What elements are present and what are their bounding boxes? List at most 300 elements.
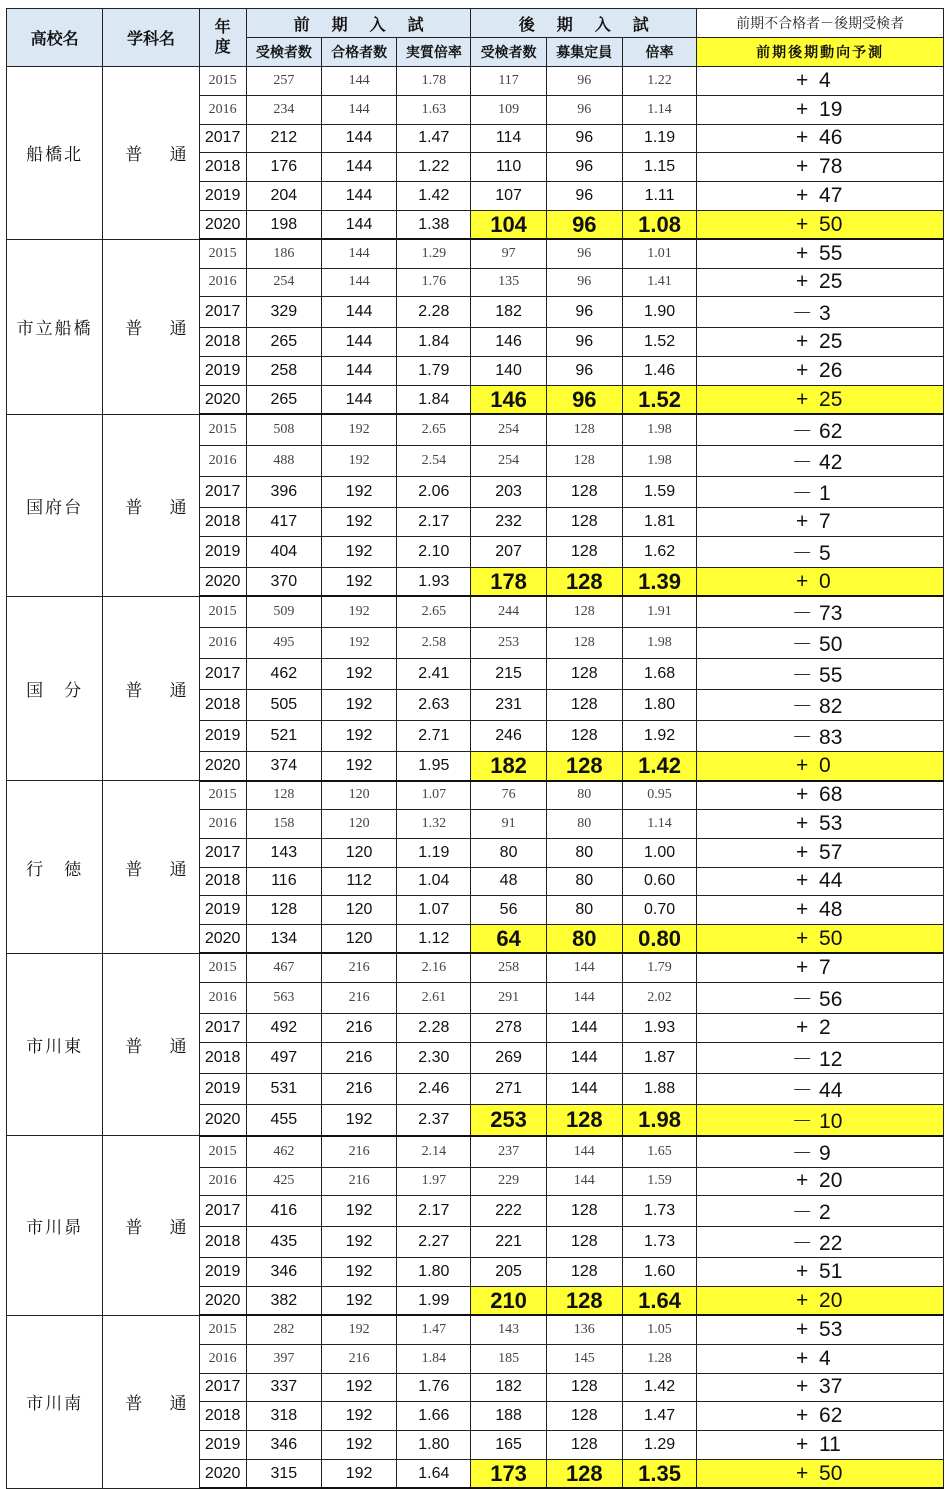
kouki-applicants-cell: 146 xyxy=(471,385,546,414)
diff-sign: + xyxy=(796,811,809,835)
zenki-passed-cell: 120 xyxy=(321,781,396,810)
diff-value: 11 xyxy=(819,1433,841,1456)
zenki-passed-cell: 144 xyxy=(321,124,396,153)
zenki-applicants-cell: 346 xyxy=(246,1258,321,1287)
diff-value: 5 xyxy=(819,542,831,566)
forecast-diff-cell xyxy=(697,297,944,328)
kouki-quota-cell: 128 xyxy=(546,659,622,690)
diff-sign: + xyxy=(796,97,809,121)
kouki-applicants-cell: 178 xyxy=(471,568,546,597)
diff-sign: － xyxy=(791,1141,813,1165)
zenki-applicants-cell: 397 xyxy=(246,1344,321,1373)
table-row xyxy=(7,414,944,446)
dept-name-part: 通 xyxy=(169,681,187,700)
kouki-quota-cell: 144 xyxy=(546,1013,622,1042)
diff-sign: + xyxy=(796,1169,809,1193)
zenki-ratio-cell: 1.07 xyxy=(397,896,471,925)
zenki-passed-cell: 216 xyxy=(321,953,396,982)
diff-sign: － xyxy=(791,1047,813,1071)
zenki-passed-cell: 192 xyxy=(321,628,396,659)
zenki-ratio-cell: 2.30 xyxy=(397,1042,471,1073)
kouki-applicants-cell: 203 xyxy=(471,477,546,508)
kouki-ratio-cell: 1.59 xyxy=(622,1167,696,1196)
kouki-ratio-cell: 1.64 xyxy=(622,1287,696,1316)
kouki-applicants-cell: 135 xyxy=(471,268,546,297)
diff-value: 55 xyxy=(819,241,843,265)
zenki-applicants-cell: 346 xyxy=(246,1431,321,1460)
zenki-ratio-cell: 1.47 xyxy=(397,124,471,153)
diff-sign: + xyxy=(796,898,809,922)
kouki-ratio-cell: 1.05 xyxy=(622,1315,696,1344)
year-cell: 2016 xyxy=(199,1344,246,1373)
zenki-applicants-cell: 337 xyxy=(246,1373,321,1402)
kouki-quota-cell: 128 xyxy=(546,1431,622,1460)
zenki-applicants-cell: 417 xyxy=(246,508,321,537)
zenki-ratio-cell: 1.22 xyxy=(397,153,471,182)
diff-value: 20 xyxy=(819,1169,843,1193)
year-cell: 2019 xyxy=(199,357,246,386)
year-cell: 2016 xyxy=(199,446,246,477)
dept-name-part: 通 xyxy=(169,1217,187,1237)
zenki-applicants-cell: 212 xyxy=(246,124,321,153)
diff-value: 50 xyxy=(819,1461,843,1485)
zenki-passed-cell: 192 xyxy=(321,1431,396,1460)
zenki-applicants-cell: 234 xyxy=(246,95,321,124)
year-cell: 2017 xyxy=(199,1196,246,1227)
diff-value: 22 xyxy=(819,1232,843,1256)
zenki-ratio-cell: 1.84 xyxy=(397,385,471,414)
year-cell: 2017 xyxy=(199,124,246,153)
kouki-quota-cell: 128 xyxy=(546,1104,622,1136)
year-cell: 2019 xyxy=(199,1073,246,1104)
zenki-ratio-cell: 2.37 xyxy=(397,1104,471,1136)
kouki-quota-cell: 128 xyxy=(546,752,622,781)
zenki-ratio-cell: 2.10 xyxy=(397,537,471,568)
diff-value: 56 xyxy=(819,987,843,1011)
year-cell: 2020 xyxy=(199,1459,246,1488)
diff-value: 42 xyxy=(819,451,843,475)
kouki-quota-cell: 96 xyxy=(546,153,622,182)
diff-value: 44 xyxy=(819,1078,843,1102)
kouki-group-header: 後期入試 xyxy=(471,9,697,38)
kouki-quota-cell: 128 xyxy=(546,721,622,752)
zenki-applicants-cell: 143 xyxy=(246,838,321,867)
diff-value: 62 xyxy=(819,420,843,444)
zenki-passed-cell: 192 xyxy=(321,477,396,508)
kouki-quota-cell: 96 xyxy=(546,124,622,153)
diff-sign: － xyxy=(791,1109,813,1133)
year-cell: 2018 xyxy=(199,508,246,537)
kouki-applicants-cell: 109 xyxy=(471,95,546,124)
forecast-diff-cell xyxy=(697,182,944,211)
kouki-ratio-cell: 1.52 xyxy=(622,385,696,414)
zenki-applicants-cell: 254 xyxy=(246,268,321,297)
zenki-ratio-cell: 1.12 xyxy=(397,925,471,954)
dept-name-part: 通 xyxy=(169,1394,187,1414)
diff-value: 46 xyxy=(819,126,843,150)
year-cell: 2019 xyxy=(199,721,246,752)
year-cell: 2015 xyxy=(199,67,246,96)
zenki-passed-cell: 120 xyxy=(321,838,396,867)
diff-sign: + xyxy=(796,926,809,950)
kouki-quota-cell: 96 xyxy=(546,182,622,211)
kouki-applicants-cell: 64 xyxy=(471,925,546,954)
kouki-ratio-cell: 1.73 xyxy=(622,1196,696,1227)
year-header-label: 年度 xyxy=(214,18,231,56)
kouki-ratio-cell: 0.60 xyxy=(622,867,696,896)
zenki-ratio-header: 実質倍率 xyxy=(397,38,471,67)
zenki-ratio-cell: 2.41 xyxy=(397,659,471,690)
zenki-applicants-cell: 462 xyxy=(246,659,321,690)
kouki-ratio-cell: 1.14 xyxy=(622,809,696,838)
dept-name-cell xyxy=(103,953,199,1135)
kouki-ratio-header: 倍率 xyxy=(622,38,696,67)
zenki-ratio-cell: 1.78 xyxy=(397,67,471,96)
kouki-quota-cell: 128 xyxy=(546,414,622,446)
diff-value: 50 xyxy=(819,633,843,657)
zenki-applicants-cell: 505 xyxy=(246,690,321,721)
dept-name-part: 普 xyxy=(125,859,143,879)
diff-value: 50 xyxy=(819,926,843,950)
table-header xyxy=(7,9,944,67)
zenki-ratio-cell: 2.14 xyxy=(397,1136,471,1168)
kouki-quota-cell: 80 xyxy=(546,925,622,954)
kouki-quota-cell: 128 xyxy=(546,1402,622,1431)
dept-name-cell xyxy=(103,1315,199,1488)
diff-sign: + xyxy=(796,1404,809,1428)
forecast-diff-cell xyxy=(697,1167,944,1196)
zenki-ratio-cell: 2.06 xyxy=(397,477,471,508)
kouki-ratio-cell: 1.52 xyxy=(622,328,696,357)
diff-value: 53 xyxy=(819,811,843,835)
forecast-diff-cell xyxy=(697,1431,944,1460)
zenki-applicants-cell: 257 xyxy=(246,67,321,96)
zenki-applicants-cell: 370 xyxy=(246,568,321,597)
forecast-diff-cell xyxy=(697,385,944,414)
dept-name-part: 通 xyxy=(169,859,187,879)
diff-sign: + xyxy=(796,956,809,980)
diff-value: 25 xyxy=(819,330,843,354)
kouki-ratio-cell: 1.98 xyxy=(622,414,696,446)
zenki-ratio-cell: 2.27 xyxy=(397,1227,471,1258)
zenki-ratio-cell: 1.47 xyxy=(397,1315,471,1344)
diff-value: 2 xyxy=(819,1015,831,1039)
kouki-applicants-cell: 104 xyxy=(471,210,546,239)
school-name-cell: 船橋北 xyxy=(7,67,103,240)
kouki-applicants-cell: 232 xyxy=(471,508,546,537)
forecast-diff-cell xyxy=(697,1315,944,1344)
diff-sign: + xyxy=(796,869,809,893)
zenki-applicants-cell: 116 xyxy=(246,867,321,896)
zenki-applicants-cell: 374 xyxy=(246,752,321,781)
zenki-applicants-cell: 495 xyxy=(246,628,321,659)
forecast-diff-cell xyxy=(697,659,944,690)
diff-sign: + xyxy=(796,155,809,179)
forecast-diff-cell xyxy=(697,537,944,568)
kouki-quota-cell: 144 xyxy=(546,1167,622,1196)
kouki-quota-cell: 80 xyxy=(546,838,622,867)
table-row xyxy=(7,239,944,268)
kouki-ratio-cell: 0.95 xyxy=(622,781,696,810)
kouki-applicants-cell: 48 xyxy=(471,867,546,896)
kouki-quota-cell: 144 xyxy=(546,982,622,1013)
zenki-passed-cell: 216 xyxy=(321,1167,396,1196)
dept-name-part: 普 xyxy=(125,681,143,700)
year-column-header xyxy=(199,9,246,67)
kouki-ratio-cell: 1.59 xyxy=(622,477,696,508)
zenki-applicants-cell: 128 xyxy=(246,781,321,810)
diff-value: 10 xyxy=(819,1109,843,1133)
zenki-applicants-cell: 258 xyxy=(246,357,321,386)
year-cell: 2015 xyxy=(199,953,246,982)
dept-name-cell xyxy=(103,781,199,954)
kouki-ratio-cell: 1.93 xyxy=(622,1013,696,1042)
kouki-applicants-cell: 246 xyxy=(471,721,546,752)
zenki-applicants-cell: 382 xyxy=(246,1287,321,1316)
zenki-ratio-cell: 1.99 xyxy=(397,1287,471,1316)
kouki-quota-cell: 128 xyxy=(546,1196,622,1227)
zenki-passed-cell: 192 xyxy=(321,1315,396,1344)
table-row xyxy=(7,1315,944,1344)
zenki-applicants-cell: 425 xyxy=(246,1167,321,1196)
zenki-applicants-cell: 396 xyxy=(246,477,321,508)
diff-value: 3 xyxy=(819,302,831,326)
zenki-ratio-cell: 1.79 xyxy=(397,357,471,386)
table-row xyxy=(7,67,944,96)
diff-value: 25 xyxy=(819,387,843,411)
zenki-passed-cell: 144 xyxy=(321,210,396,239)
zenki-ratio-cell: 1.80 xyxy=(397,1431,471,1460)
diff-sign: + xyxy=(796,184,809,208)
diff-value: 50 xyxy=(819,212,843,236)
zenki-applicants-cell: 265 xyxy=(246,328,321,357)
diff-sign: － xyxy=(791,695,813,719)
diff-value: 73 xyxy=(819,602,843,626)
forecast-diff-cell xyxy=(697,953,944,982)
kouki-quota-cell: 96 xyxy=(546,67,622,96)
year-cell: 2016 xyxy=(199,95,246,124)
forecast-diff-cell xyxy=(697,1287,944,1316)
forecast-diff-cell xyxy=(697,838,944,867)
forecast-diff-cell xyxy=(697,210,944,239)
kouki-applicants-cell: 182 xyxy=(471,1373,546,1402)
diff-value: 47 xyxy=(819,184,843,208)
kouki-quota-cell: 128 xyxy=(546,446,622,477)
forecast-diff-cell xyxy=(697,1459,944,1488)
kouki-quota-cell: 80 xyxy=(546,896,622,925)
kouki-applicants-cell: 222 xyxy=(471,1196,546,1227)
diff-sign: + xyxy=(796,270,809,294)
table-row xyxy=(7,953,944,982)
zenki-passed-cell: 144 xyxy=(321,239,396,268)
diff-sign: － xyxy=(791,420,813,444)
zenki-applicants-cell: 435 xyxy=(246,1227,321,1258)
forecast-diff-cell xyxy=(697,690,944,721)
diff-value: 62 xyxy=(819,1404,843,1428)
kouki-applicants-cell: 114 xyxy=(471,124,546,153)
kouki-quota-cell: 96 xyxy=(546,297,622,328)
dept-name-cell xyxy=(103,1136,199,1316)
forecast-diff-cell xyxy=(697,809,944,838)
forecast-diff-cell xyxy=(697,508,944,537)
diff-value: 25 xyxy=(819,270,843,294)
kouki-ratio-cell: 1.42 xyxy=(622,752,696,781)
forecast-diff-cell xyxy=(697,1136,944,1168)
zenki-applicants-cell: 282 xyxy=(246,1315,321,1344)
diff-value: 26 xyxy=(819,359,843,383)
school-name-cell: 国 分 xyxy=(7,596,103,780)
zenki-applicants-cell: 318 xyxy=(246,1402,321,1431)
zenki-passed-cell: 192 xyxy=(321,414,396,446)
forecast-diff-cell xyxy=(697,1227,944,1258)
forecast-diff-cell xyxy=(697,1104,944,1136)
kouki-ratio-cell: 1.79 xyxy=(622,953,696,982)
kouki-applicants-cell: 97 xyxy=(471,239,546,268)
dept-name-part: 通 xyxy=(169,497,187,517)
zenki-passed-cell: 216 xyxy=(321,1042,396,1073)
year-cell: 2016 xyxy=(199,982,246,1013)
dept-name-part: 普 xyxy=(125,1217,143,1237)
zenki-applicants-cell: 455 xyxy=(246,1104,321,1136)
zenki-applicants-cell: 158 xyxy=(246,809,321,838)
kouki-quota-cell: 128 xyxy=(546,690,622,721)
zenki-applicants-cell: 467 xyxy=(246,953,321,982)
kouki-ratio-cell: 1.90 xyxy=(622,297,696,328)
zenki-passed-header: 合格者数 xyxy=(321,38,396,67)
zenki-ratio-cell: 1.84 xyxy=(397,1344,471,1373)
diff-sign: + xyxy=(796,1433,809,1456)
year-cell: 2015 xyxy=(199,1136,246,1168)
forecast-diff-cell xyxy=(697,67,944,96)
dept-name-part: 通 xyxy=(169,145,187,165)
zenki-applicants-cell: 198 xyxy=(246,210,321,239)
zenki-applicants-cell: 508 xyxy=(246,414,321,446)
kouki-quota-cell: 128 xyxy=(546,568,622,597)
zenki-passed-cell: 144 xyxy=(321,182,396,211)
zenki-passed-cell: 144 xyxy=(321,268,396,297)
zenki-passed-cell: 120 xyxy=(321,925,396,954)
kouki-quota-cell: 128 xyxy=(546,596,622,628)
zenki-passed-cell: 192 xyxy=(321,446,396,477)
zenki-ratio-cell: 2.28 xyxy=(397,1013,471,1042)
zenki-applicants-cell: 329 xyxy=(246,297,321,328)
diff-sign: － xyxy=(791,1201,813,1225)
zenki-applicants-cell: 204 xyxy=(246,182,321,211)
diff-sign: － xyxy=(791,542,813,566)
kouki-ratio-cell: 0.80 xyxy=(622,925,696,954)
kouki-ratio-cell: 1.00 xyxy=(622,838,696,867)
kouki-ratio-cell: 1.87 xyxy=(622,1042,696,1073)
zenki-passed-cell: 216 xyxy=(321,1013,396,1042)
kouki-ratio-cell: 1.28 xyxy=(622,1344,696,1373)
forecast-header: 前期後期動向予測 xyxy=(697,38,944,67)
kouki-quota-cell: 128 xyxy=(546,1459,622,1488)
kouki-ratio-cell: 1.01 xyxy=(622,239,696,268)
forecast-diff-cell xyxy=(697,95,944,124)
diff-sign: + xyxy=(796,783,809,807)
zenki-passed-cell: 192 xyxy=(321,659,396,690)
kouki-ratio-cell: 1.73 xyxy=(622,1227,696,1258)
kouki-applicants-cell: 185 xyxy=(471,1344,546,1373)
kouki-applicants-cell: 278 xyxy=(471,1013,546,1042)
zenki-passed-cell: 216 xyxy=(321,982,396,1013)
kouki-quota-cell: 80 xyxy=(546,867,622,896)
kouki-ratio-cell: 1.68 xyxy=(622,659,696,690)
zenki-passed-cell: 144 xyxy=(321,95,396,124)
forecast-diff-cell xyxy=(697,124,944,153)
zenki-ratio-cell: 1.80 xyxy=(397,1258,471,1287)
year-cell: 2019 xyxy=(199,182,246,211)
forecast-diff-cell xyxy=(697,596,944,628)
zenki-ratio-cell: 1.95 xyxy=(397,752,471,781)
kouki-applicants-cell: 229 xyxy=(471,1167,546,1196)
kouki-quota-cell: 96 xyxy=(546,95,622,124)
diff-value: 83 xyxy=(819,726,843,750)
kouki-ratio-cell: 1.65 xyxy=(622,1136,696,1168)
zenki-passed-cell: 144 xyxy=(321,328,396,357)
year-cell: 2016 xyxy=(199,1167,246,1196)
diff-sign: － xyxy=(791,302,813,326)
kouki-applicants-cell: 215 xyxy=(471,659,546,690)
kouki-applicants-cell: 237 xyxy=(471,1136,546,1168)
school-name-cell: 行 徳 xyxy=(7,781,103,954)
diff-sign: + xyxy=(796,1015,809,1039)
kouki-applicants-cell: 210 xyxy=(471,1287,546,1316)
year-cell: 2015 xyxy=(199,1315,246,1344)
zenki-ratio-cell: 2.71 xyxy=(397,721,471,752)
forecast-diff-cell xyxy=(697,1013,944,1042)
zenki-ratio-cell: 1.38 xyxy=(397,210,471,239)
year-cell: 2020 xyxy=(199,925,246,954)
year-cell: 2015 xyxy=(199,414,246,446)
kouki-applicants-cell: 107 xyxy=(471,182,546,211)
kouki-ratio-cell: 1.62 xyxy=(622,537,696,568)
zenki-passed-cell: 192 xyxy=(321,508,396,537)
kouki-applicants-cell: 146 xyxy=(471,328,546,357)
kouki-quota-cell: 128 xyxy=(546,477,622,508)
kouki-applicants-cell: 253 xyxy=(471,1104,546,1136)
dept-name-part: 通 xyxy=(169,319,187,339)
year-cell: 2020 xyxy=(199,385,246,414)
kouki-ratio-cell: 1.80 xyxy=(622,690,696,721)
diff-value: 48 xyxy=(819,898,843,922)
zenki-passed-cell: 192 xyxy=(321,1196,396,1227)
kouki-ratio-cell: 0.70 xyxy=(622,896,696,925)
forecast-diff-cell xyxy=(697,781,944,810)
zenki-applicants-cell: 186 xyxy=(246,239,321,268)
diff-sign: + xyxy=(796,754,809,777)
table-row xyxy=(7,596,944,628)
dept-name-part: 普 xyxy=(125,497,143,517)
zenki-passed-cell: 112 xyxy=(321,867,396,896)
zenki-ratio-cell: 2.16 xyxy=(397,953,471,982)
year-cell: 2015 xyxy=(199,596,246,628)
zenki-passed-cell: 192 xyxy=(321,1287,396,1316)
kouki-ratio-cell: 1.14 xyxy=(622,95,696,124)
diff-value: 1 xyxy=(819,482,831,506)
diff-sign: － xyxy=(791,451,813,475)
school-name-cell: 国府台 xyxy=(7,414,103,596)
kouki-quota-cell: 128 xyxy=(546,1227,622,1258)
diff-value: 2 xyxy=(819,1201,831,1225)
kouki-applicants-cell: 80 xyxy=(471,838,546,867)
diff-sign: － xyxy=(791,1078,813,1102)
forecast-diff-cell xyxy=(697,867,944,896)
kouki-quota-cell: 144 xyxy=(546,1042,622,1073)
forecast-diff-cell xyxy=(697,477,944,508)
year-cell: 2019 xyxy=(199,1431,246,1460)
kouki-ratio-cell: 1.11 xyxy=(622,182,696,211)
